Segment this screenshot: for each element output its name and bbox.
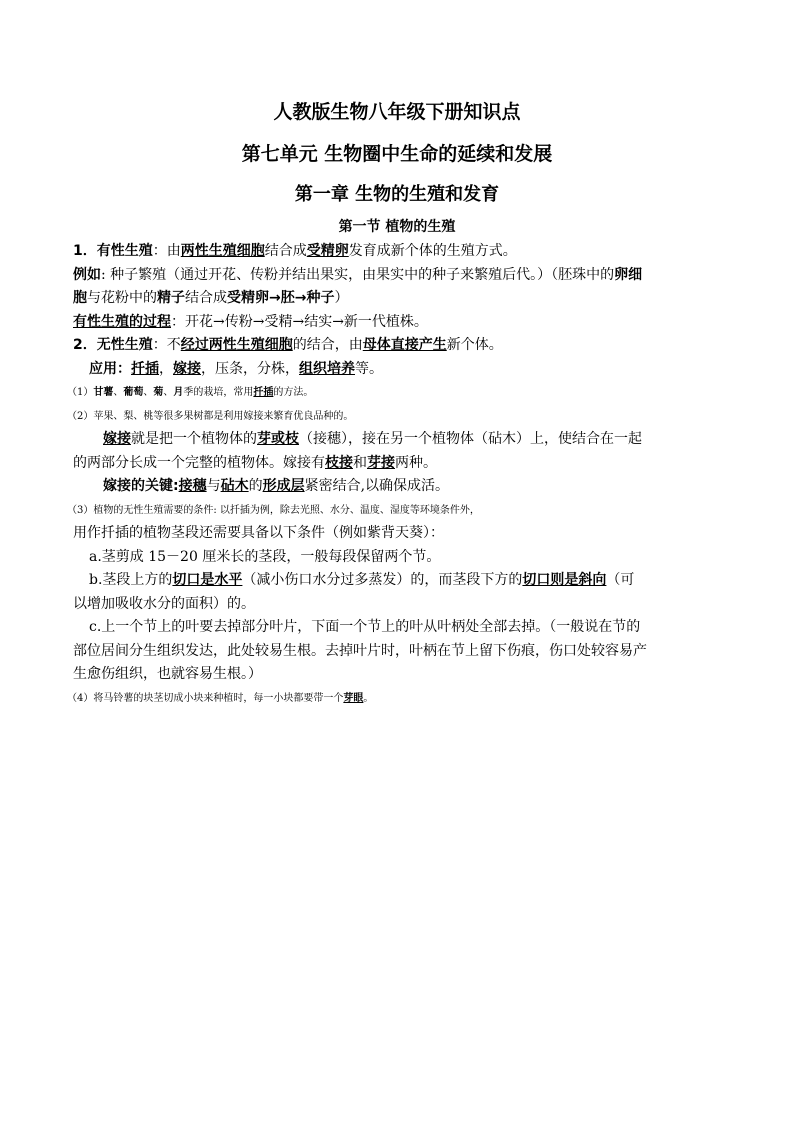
- point-4-potato: （4）将马铃薯的块茎切成小块来种植时，每一小块都要带一个芽眼。: [67, 692, 374, 704]
- condition-c-line-2: 部位居间分生组织发达，此处较易生根。去掉叶片时，叶柄在节上留下伤痕，伤口处较容易产: [73, 642, 647, 659]
- condition-c-line-3: 生愈伤组织，也就容易生根。）: [73, 666, 262, 682]
- condition-a: a.茎剪成 15－20 厘米长的茎段，一般每段保留两个节。: [89, 548, 441, 565]
- condition-b-line-2: 以增加吸收水分的面积）的。: [73, 595, 255, 612]
- sexual-reproduction-process: 有性生殖的过程：开花→传粉→受精→结实→新一代植株。: [73, 313, 428, 330]
- grafting-definition-line-2: 的两部分长成一个完整的植物体。嫁接有枝接和芽接两种。: [73, 454, 437, 471]
- point-1-cutting: （1）甘薯、葡萄、菊、月季的栽培，常用扦插的方法。: [67, 387, 314, 398]
- document-body: [67, 240, 725, 710]
- asexual-reproduction-definition: 2．无性生殖：不经过两性生殖细胞的结合，由母体直接产生新个体。: [73, 337, 503, 353]
- condition-b-line-1: b.茎段上方的切口是水平（减小伤口水分过多蒸发）的，而茎段下方的切口则是斜向（可: [89, 572, 635, 588]
- document-title: 人教版生物八年级下册知识点: [273, 101, 521, 123]
- unit-title: 第七单元 生物圈中生命的延续和发展: [241, 143, 553, 165]
- example-line-2: 胞与花粉中的精子结合成受精卵→胚→种子）: [73, 290, 349, 306]
- condition-c-line-1: c.上一个节上的叶要去掉部分叶片，下面一个节上的叶从叶柄处全部去掉。（一般说在节的: [89, 619, 641, 635]
- point-3-line-1: （3）植物的无性生殖需要的条件: 以扦插为例，除去光照、水分、温度、湿度等环境条件外，: [67, 504, 480, 516]
- example-line-1: 例如: 种子繁殖（通过开花、传粉并结出果实，由果实中的种子来繁殖后代。）（胚珠中的卵细: [73, 266, 643, 283]
- asexual-applications: 应用：扦插，嫁接，压条，分株，组织培养等。: [89, 360, 383, 377]
- section-title: 第一节 植物的生殖: [338, 219, 456, 235]
- grafting-definition-line-1: 嫁接就是把一个植物体的芽或枝（接穗），接在另一个植物体（砧木）上，使结合在一起: [103, 431, 642, 447]
- grafting-key: 嫁接的关键:接穗与砧木的形成层紧密结合,以确保成活。: [103, 478, 450, 494]
- point-2-grafting: （2）苹果、梨、桃等很多果树都是利用嫁接来繁育优良品种的。: [67, 410, 354, 422]
- point-3-line-2: 用作扦插的植物茎段还需要具备以下条件（例如紫背天葵）：: [73, 525, 444, 541]
- sexual-reproduction-definition: 1．有性生殖：由两性生殖细胞结合成受精卵发育成新个体的生殖方式。: [73, 243, 517, 259]
- chapter-title: 第一章 生物的生殖和发育: [294, 184, 500, 205]
